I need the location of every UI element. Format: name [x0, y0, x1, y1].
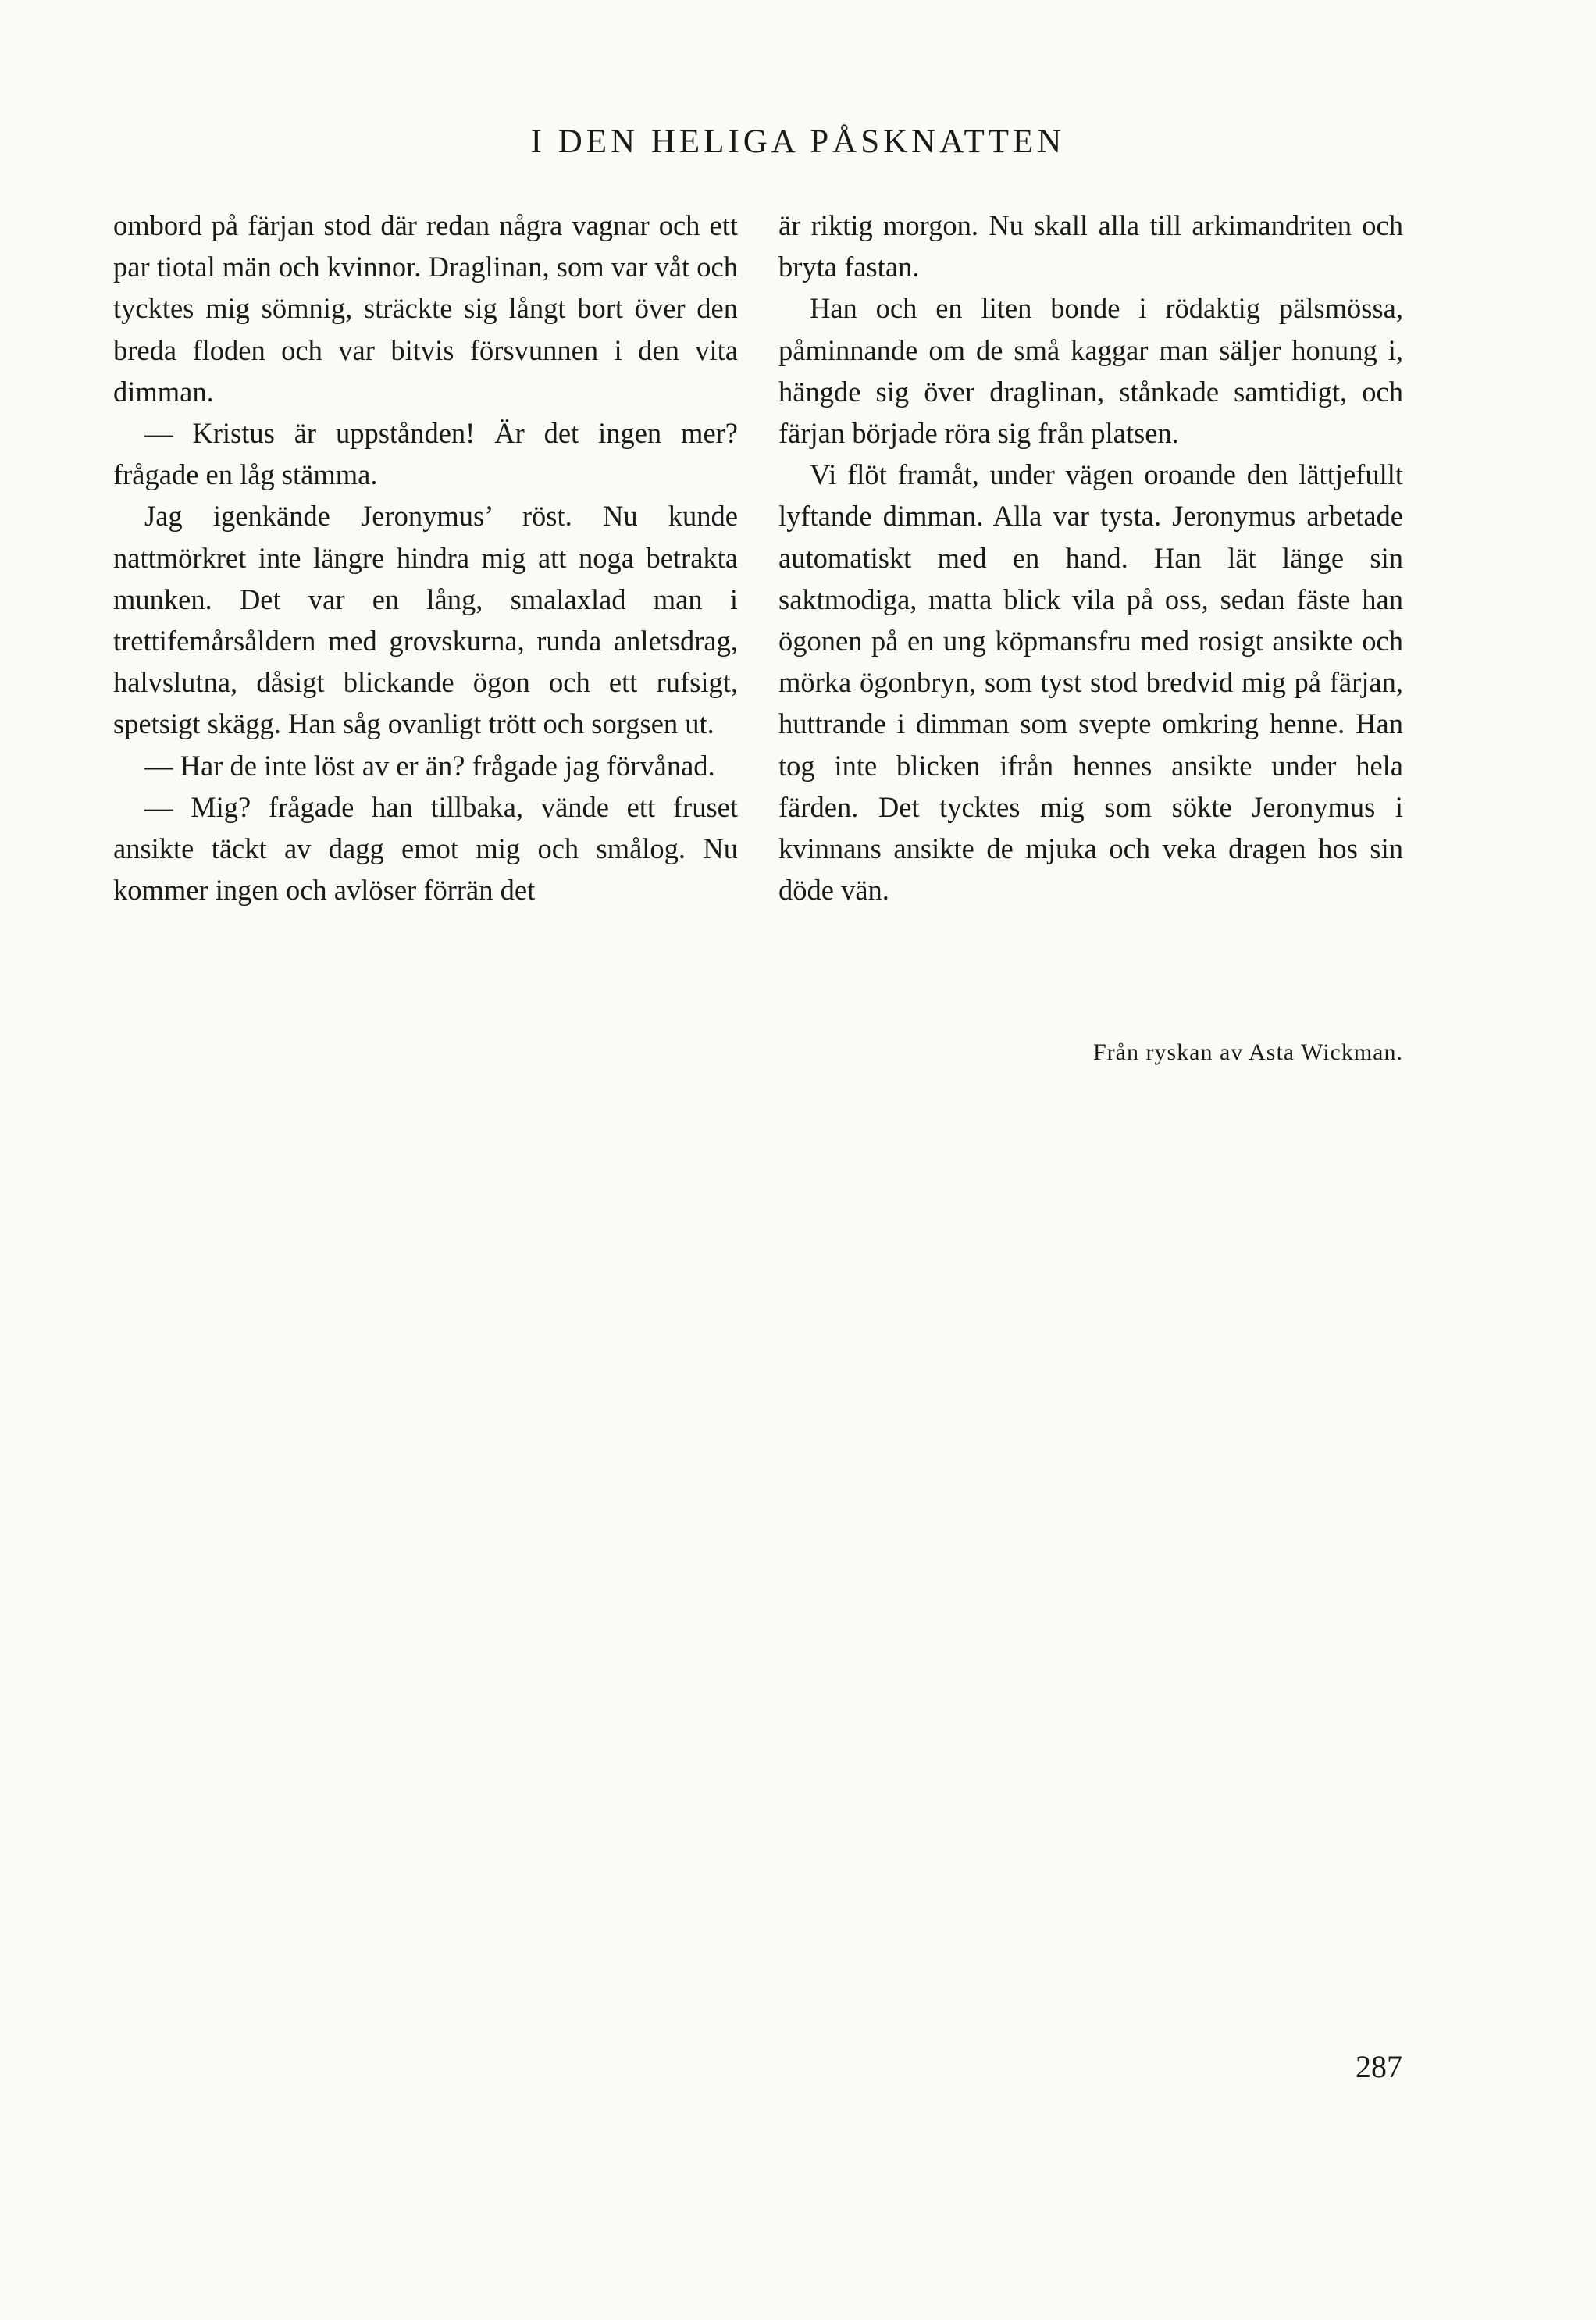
paragraph-left-1: ombord på färjan stod där redan några vagnar och ett par tiotal män och kvinnor. Draglinan, som var våt och tycktes mig sömnig, sträckte sig långt bort över den breda floden och var bitvis försvunnen i den vita dimman. — [113, 209, 738, 408]
paragraph-left-3: Jag igenkände Jeronymus’ röst. Nu kunde nattmörkret inte längre hindra mig att noga betrakta munken. Det var en lång, smalaxlad man i trettifemårsåldern med grovskurna, runda anletsdrag, halvslutna, dåsigt blickande ögon och ett rufsigt, spetsigt skägg. Han såg ovanligt trött och sorgsen ut. — [113, 500, 738, 740]
paragraph-right-1: är riktig morgon. Nu skall alla till arkimandriten och bryta fastan. — [778, 209, 1403, 283]
right-text-column — [778, 205, 1403, 911]
paragraph-left-4: — Har de inte löst av er än? frågade jag förvånad. — [144, 749, 715, 782]
running-title: I DEN HELIGA PÅSKNATTEN — [530, 123, 1066, 160]
paragraph-right-2: Han och en liten bonde i rödaktig pälsmössa, påminnande om de små kaggar man säljer honung i, hängde sig över draglinan, stånkade samtidigt, och färjan började röra sig från platsen. — [778, 292, 1403, 450]
paragraph-left-5: — Mig? frågade han tillbaka, vände ett fruset ansikte täckt av dagg emot mig och smålog. Nu kommer ingen och avlöser förrän det — [113, 790, 738, 907]
paragraph-right-3: Vi flöt framåt, under vägen oroande den lättjefullt lyftande dimman. Alla var tysta. Jeronymus arbetade automatiskt med en hand. Han lät länge sin saktmodiga, matta blick vila på oss, sedan fäste han ögonen på en ung köpmansfru med rosigt ansikte och mörka ögonbryn, som tyst stod bredvid mig på färjan, huttrande i dimman som svepte omkring henne. Han tog inte blicken ifrån hennes ansikte under hela färden. Det tycktes mig som sökte Jeronymus i kvinnans ansikte de mjuka och veka dragen hos sin döde vän. — [778, 458, 1403, 907]
translator-credit: Från ryskan av Asta Wickman. — [1093, 1039, 1403, 1065]
paragraph-left-2: — Kristus är uppstånden! Är det ingen mer? frågade en låg stämma. — [113, 417, 738, 491]
page-number: 287 — [1356, 2049, 1402, 2084]
left-text-column — [113, 205, 738, 911]
